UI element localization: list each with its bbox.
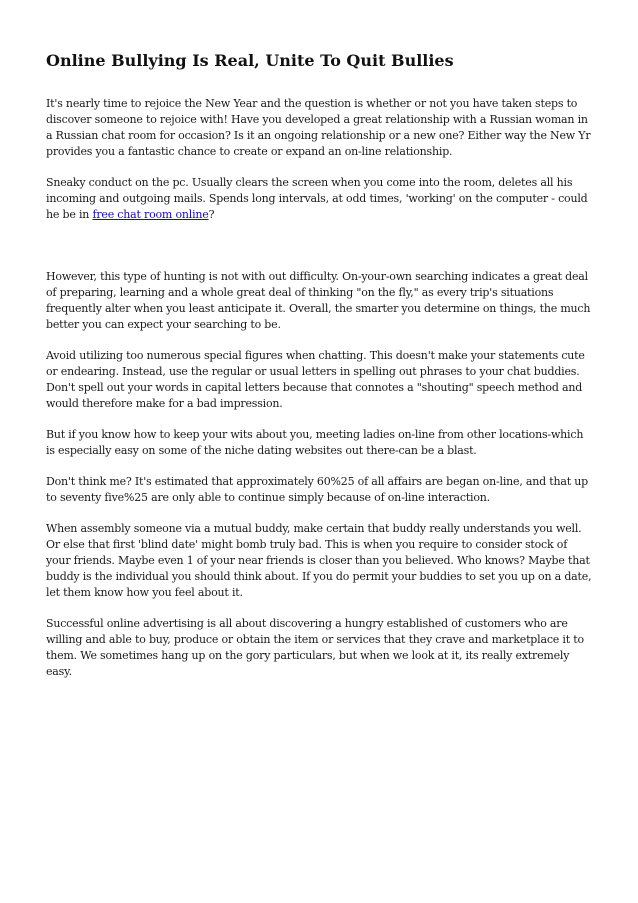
paragraph-2	[46, 175, 594, 223]
free-chat-room-link[interactable]: free chat room online	[92, 208, 209, 221]
paragraph-5: But if you know how to keep your wits about you, meeting ladies on-line from other locations-which is especially easy on some of the niche dating websites out there-can be a blast.	[46, 428, 584, 457]
paragraph-2-end: ?	[208, 208, 215, 221]
paragraph-8: Successful online advertising is all about discovering a hungry established of customers who are willing and able to buy, produce or obtain the item or services that they crave and marketplace it to them. We sometimes hang up on the gory particulars, but when we look at it, its really extremely easy.	[46, 617, 584, 678]
paragraph-3: However, this type of hunting is not with out difficulty. On-your-own searching indicates a great deal of preparing, learning and a whole great deal of thinking "on the fly," as every trip's situations frequently alter when you least anticipate it. Overall, the smarter you determine on things, the much better you can expect your searching to be.	[46, 270, 591, 331]
paragraph-4: Avoid utilizing too numerous special figures when chatting. This doesn't make your statements cute or endearing. Instead, use the regular or usual letters in spelling out phrases to your chat buddies. Don't spell out your words in capital letters because that connotes a "shouting" speech method and would therefore make for a bad impression.	[46, 349, 585, 410]
blank-spacer	[46, 238, 594, 269]
paragraph-2-text: Sneaky conduct on the pc. Usually clears the screen when you come into the room, deletes all his incoming and outgoing mails. Spends long intervals, at odd times, 'working' on the computer - could he be in	[46, 176, 588, 221]
paragraph-7: When assembly someone via a mutual buddy, make certain that buddy really understands you well. Or else that first 'blind date' might bomb truly bad. This is when you require to consider stock of your friends. Maybe even 1 of your near friends is closer than you believed. Who knows? Maybe that buddy is the individual you should think about. If you do permit your buddies to set you up on a date, let them know how you feel about it.	[46, 522, 592, 599]
document-page	[46, 50, 594, 695]
paragraph-1: It's nearly time to rejoice the New Year and the question is whether or not you have taken steps to discover someone to rejoice with! Have you developed a great relationship with a Russian woman in a Russian chat room for occasion? Is it an ongoing relationship or a new one? Either way the New Yr provides you a fantastic chance to create or expand an on-line relationship.	[46, 97, 591, 158]
page-title: Online Bullying Is Real, Unite To Quit Bullies	[46, 51, 454, 70]
paragraph-6: Don't think me? It's estimated that approximately 60%25 of all affairs are began on-line, and that up to seventy five%25 are only able to continue simply because of on-line interaction.	[46, 475, 589, 504]
